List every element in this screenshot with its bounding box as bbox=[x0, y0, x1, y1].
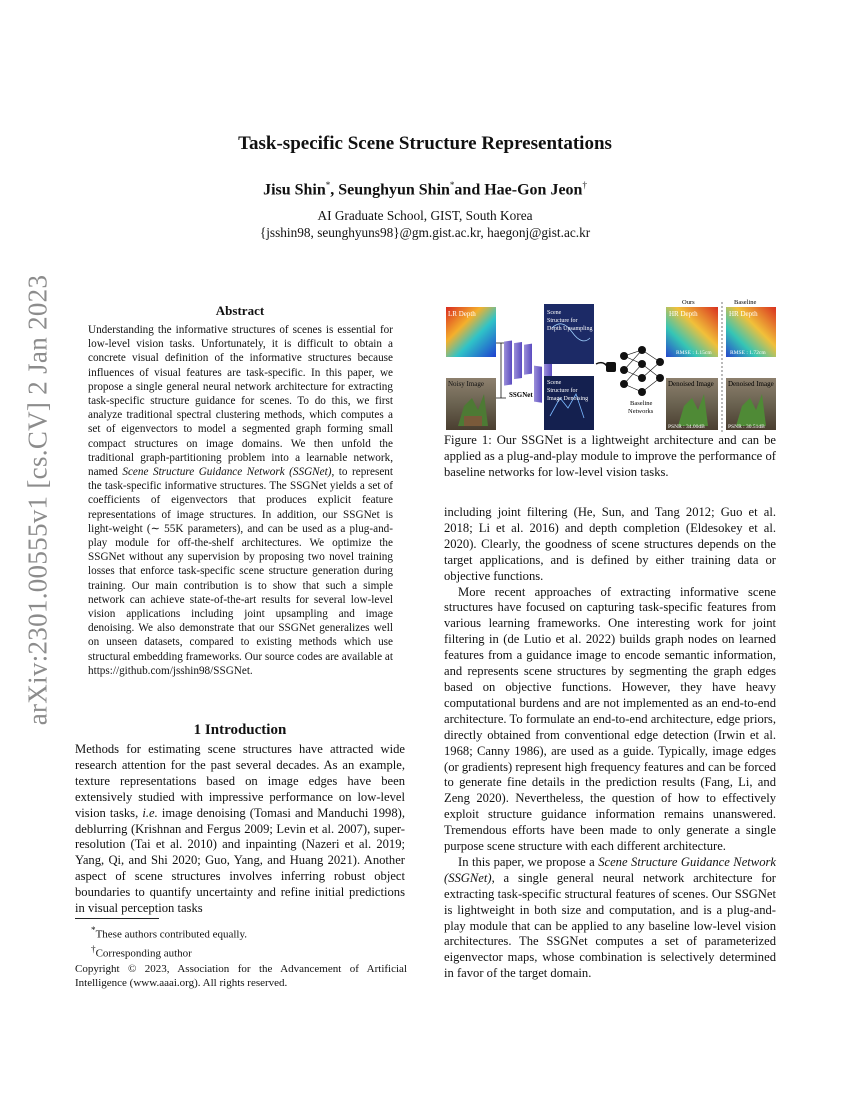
copyright: Copyright © 2023, Association for the Advancement of Artificial Intelligence (www.aaai.org). All rights reserved. bbox=[75, 963, 407, 990]
psnr-baseline: PSNR : 30.51dB bbox=[728, 424, 765, 430]
footnote-2 bbox=[75, 942, 407, 961]
lr-depth-label: LR Depth bbox=[448, 310, 476, 318]
emails: {jsshin98, seunghyuns98}@gm.gist.ac.kr, haegonj@gist.ac.kr bbox=[259, 225, 591, 240]
rmse-baseline: RMSE : 1.72cm bbox=[730, 350, 766, 356]
footnote-1-text: These authors contributed equally. bbox=[95, 928, 247, 941]
denoised-label-b: Denoised Image bbox=[728, 380, 774, 388]
intro-heading: 1 Introduction bbox=[193, 722, 287, 738]
right-p3-text-2: , a single general neural network architecture for extracting task-specific structural features of scenes. Our SSGNet is lightweight in both size and computation, and is a plug-and-play module that can be applied to any baseline low-level vision architectures. The SSGNet computes a set of parameterized eigenvector maps, whose combination is selectively determined in favor of the target domain. bbox=[444, 870, 776, 981]
scene-up-l3: Depth Upsampling bbox=[547, 326, 593, 332]
footnote-1 bbox=[75, 923, 407, 942]
scene-up-l1: Scene bbox=[547, 310, 562, 316]
intro-body bbox=[75, 742, 405, 917]
rmse-ours: RMSE : 1.15cm bbox=[676, 350, 712, 356]
abstract-text-1: Understanding the informative structures of scenes is essential for low-level vision tasks. Unfortunately, it is difficult to obtain a concrete visual definition of the informative structures because influences of visual features are task-specific. In this paper, we propose a single general neural network architecture for extracting task-specific structure guidance for scenes. To do this, we first analyze traditional spectral clustering methods, which computes a set of eigenvectors to model a segmented graph forming small compact structures on image domains. We then unfold the traditional graph-partitioning problem into a learnable network, named bbox=[88, 324, 393, 479]
footnote-rule bbox=[75, 918, 159, 919]
hr-depth-label: HR Depth bbox=[669, 310, 698, 318]
arxiv-stamp-text: arXiv:2301.00555v1 [cs.CV] 2 Jan 2023 bbox=[22, 274, 53, 726]
baseline-label: Baseline bbox=[734, 299, 757, 306]
author-3-mark: † bbox=[582, 180, 587, 190]
figure-caption: Figure 1: Our SSGNet is a lightweight architecture and can be applied as a plug-and-play module to improve the performance of baseline networks for low-level vision tasks. bbox=[444, 433, 776, 479]
right-paragraph-3 bbox=[444, 855, 776, 982]
ssgnet-label: SSGNet bbox=[509, 391, 533, 399]
intro-text-1: Methods for estimating scene structures have attracted wide research attention for the past several decades. As an example, texture representations based on image edges have been extensively studied with impressive performance on low-level vision tasks, bbox=[75, 742, 405, 820]
hr-depth-label-b: HR Depth bbox=[729, 310, 758, 318]
affiliation-block bbox=[0, 207, 850, 241]
baseline-net-l1: Baseline bbox=[630, 400, 653, 407]
baseline-net-l2: Networks bbox=[628, 408, 654, 415]
intro-emphasis: i.e. bbox=[142, 805, 158, 820]
author-2-mark: * bbox=[449, 180, 455, 190]
abstract-body bbox=[88, 323, 393, 678]
author-3: and Hae-Gon Jeon bbox=[454, 181, 583, 199]
intro-text-2: image denoising (Tomasi and Manduchi 1998), deblurring (Krishnan and Fergus 2009; Levin et al. 2007), super-resolution (Tai et al. 2010) and inpainting (Nazeri et al. 2019; Yang, Qi, and Shi 2020; Guo, Yang, and Huang 2021). Another aspect of scene structures involves inferring robust object boundaries to quantify uncertainty and refine initial predictions in visual perception tasks bbox=[75, 805, 405, 916]
footnote-2-text: Corresponding author bbox=[95, 947, 192, 960]
right-paragraph-2: More recent approaches of extracting informative scene structures have focused on capturing task-specific features from various learning frameworks. One interesting work for joint filtering in (de Lutio et al. 2022) builds graph nodes on learned features from a guidance image to encode semantic information, and represents scene structures by segmenting the graph edges based on objective functions. However, they have heavy computational burdens and are not implemented as an end-to-end architecture. To formulate an end-to-end architecture, edge priors, directly obtained from conventional edge detection (Irwin et al. 1968; Canny 1986), are used as a guide. Typically, image edges (or gradients) represent high frequency features and can be forced to generate fine details in the prediction results (Fang, Li, and Zeng 2020). Nevertheless, the question of how to effectively exploit structure guidance information remains unanswered. Tremendous efforts have been made to only generate a single purpose scene structure with each different architecture. bbox=[444, 584, 776, 854]
paper-title: Task-specific Scene Structure Representations bbox=[238, 133, 612, 154]
author-1-mark: * bbox=[325, 180, 331, 190]
figure-1-graphic bbox=[444, 298, 776, 434]
affiliation: AI Graduate School, GIST, South Korea bbox=[317, 208, 533, 223]
denoised-label: Denoised Image bbox=[668, 380, 714, 388]
author-1: Jisu Shin bbox=[263, 181, 326, 199]
ours-label: Ours bbox=[682, 299, 695, 306]
footnote-2-mark: † bbox=[91, 943, 96, 954]
right-p3-text-1: In this paper, we propose a bbox=[458, 854, 599, 869]
abstract-emphasis: Scene Structure Guidance Network (SSGNet) bbox=[122, 466, 332, 479]
scene-up-l2: Structure for bbox=[547, 318, 578, 324]
scene-dn-l1: Scene bbox=[547, 380, 562, 386]
right-paragraph-1: including joint filtering (He, Sun, and Tang 2012; Guo et al. 2018; Li et al. 2016) and depth completion (Eldesokey et al. 2020). Clearly, the goodness of scene structures depends on the target applications, and is defined by either training data or objective functions. bbox=[444, 505, 776, 583]
arxiv-stamp bbox=[8, 274, 68, 726]
footnote-1-mark: * bbox=[91, 925, 96, 935]
noisy-label: Noisy Image bbox=[448, 380, 484, 388]
figure-1 bbox=[444, 298, 776, 434]
abstract-text-2: , to represent the task-specific informative structures. The SSGNet yields a set of coefficients of eigenvectors that produces explicit feature representations of image structures. In addition, our SSGNet is light-weight (∼ 55K parameters), and can be used as a plug-and-play module for off-the-shelf architectures. We optimize the SSGNet without any supervision by proposing two novel training losses that enforce task-specific scene structure generation during training. Our main contribution is to show that such a simple network can achieve state-of-the-art results for several low-level vision applications including joint upsampling and image denoising. We also demonstrate that our SSGNet generalizes well on unseen datasets, compared to existing methods which use structural embedding frameworks. Our source codes are available at https://github.com/jsshin98/SSGNet. bbox=[88, 466, 394, 677]
author-2: , Seunghyun Shin bbox=[330, 181, 450, 199]
abstract-heading: Abstract bbox=[215, 303, 265, 318]
scene-dn-l2: Structure for bbox=[547, 388, 578, 394]
psnr-ours: PSNR : 34.00dB bbox=[668, 424, 705, 430]
footnotes bbox=[75, 918, 407, 990]
right-column-body bbox=[444, 505, 776, 982]
right-p3-emphasis: Scene Structure Guidance Network (SSGNet) bbox=[444, 854, 776, 885]
scene-dn-l3: Image Denoising bbox=[547, 396, 589, 402]
author-list bbox=[0, 180, 850, 199]
